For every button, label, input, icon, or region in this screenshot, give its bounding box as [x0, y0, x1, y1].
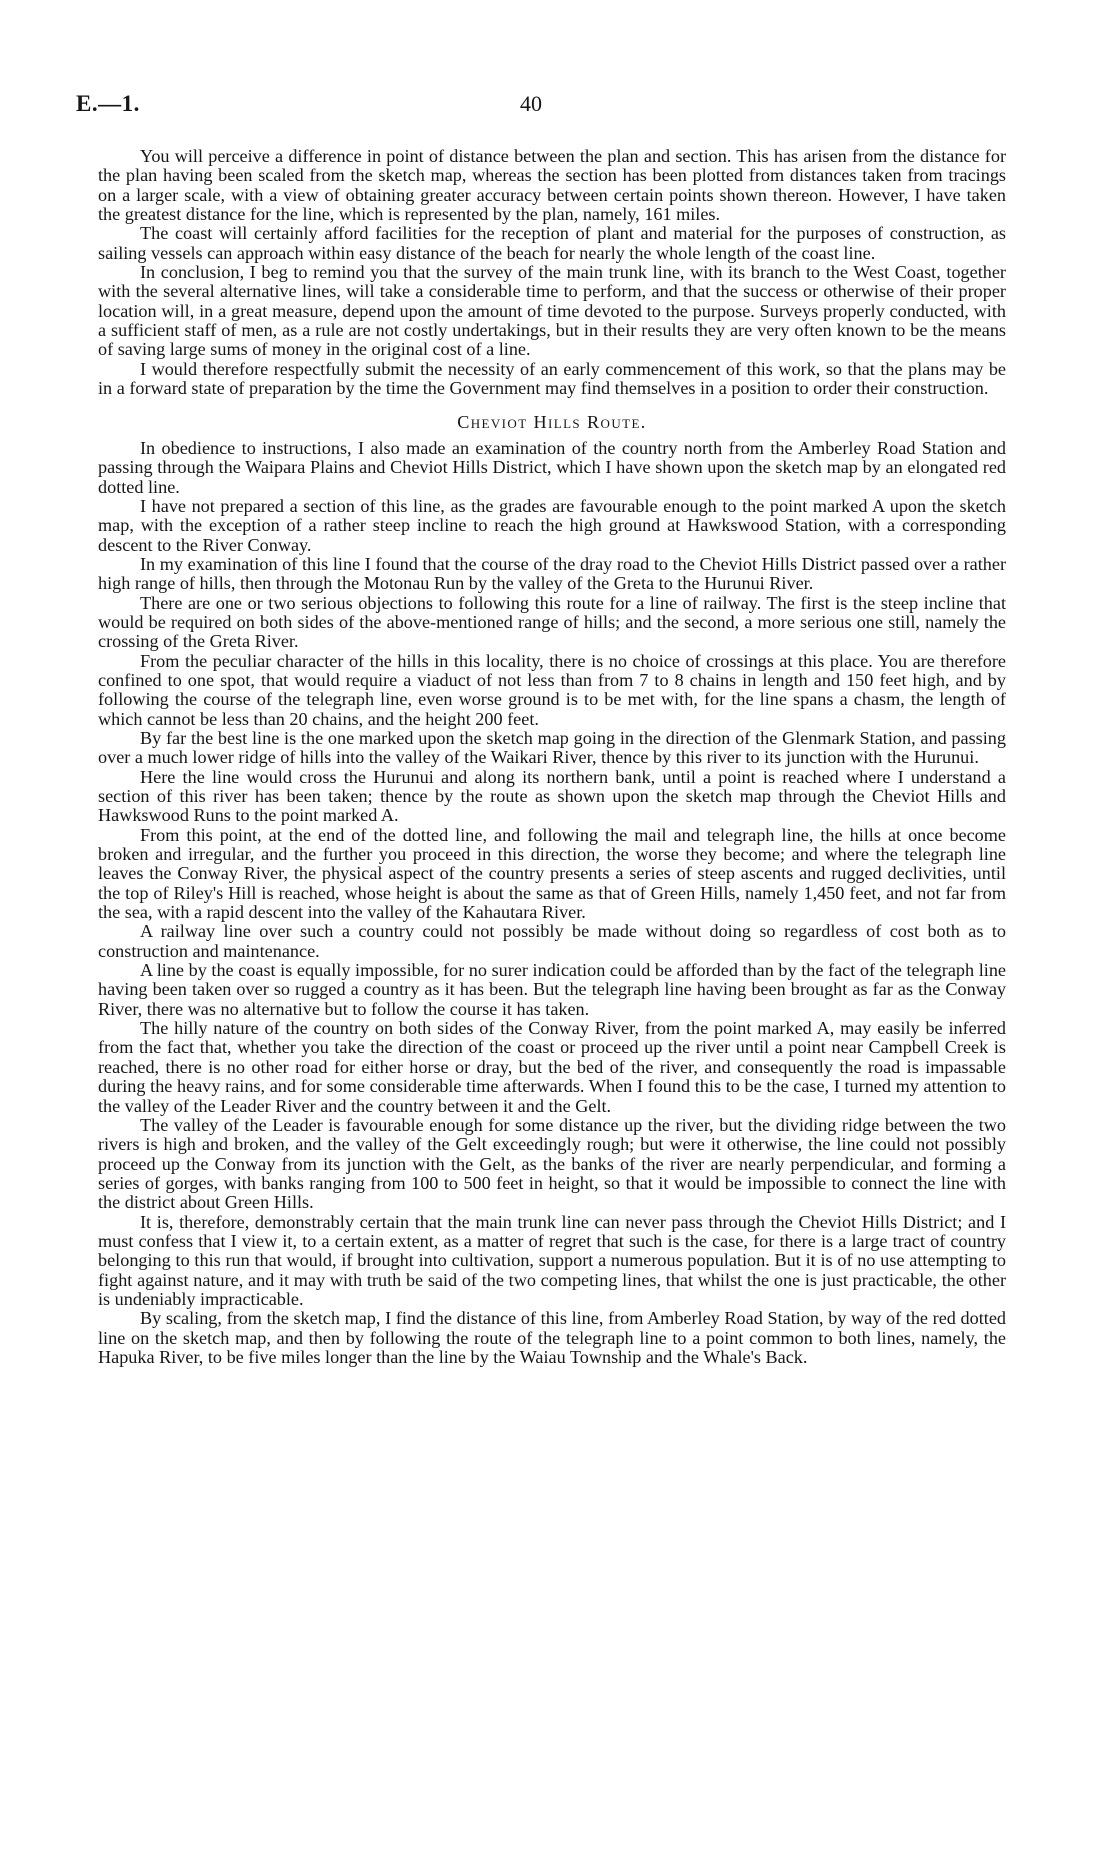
- paragraph: From the peculiar character of the hills in this locality, there is no choice of crossings at this place. You are therefore confined to one spot, that would require a viaduct of not less than from 7 to 8 chains in length and 150 feet high, and by following the course of the telegraph line, even worse ground is to be met with, for the line spans a chasm, the length of which cannot be less than 20 chains, and the height 200 feet.: [98, 650, 1006, 729]
- paragraph: I have not prepared a section of this line, as the grades are favourable enough to the point marked A upon the sketch map, with the exception of a rather steep incline to reach the high ground at Hawkswood Station, with a corresponding descent to the River Conway.: [98, 495, 1006, 555]
- paragraph: The coast will certainly afford facilities for the reception of plant and material for the purposes of construction, as sailing vessels can approach within easy distance of the beach for nearly the whole length of the coast line.: [98, 223, 1006, 263]
- paragraph: A line by the coast is equally impossible, for no surer indication could be afforded than by the fact of the telegraph line having been taken over so rugged a country as it has been. But the telegraph line having been brought as far as the Conway River, there was no alternative but to follow the course it has taken.: [98, 960, 1006, 1019]
- paragraph: It is, therefore, demonstrably certain that the main trunk line can never pass through the Cheviot Hills District; and I must confess that I view it, to a certain extent, as a matter of regret that such is the case, for there is a large tract of country belonging to this run that would, if brought into cultivation, support a numerous population. But it is of no use attempting to fight against nature, and it may with truth be said of the two competing lines, that whilst the one is just practicable, the other is undeniably impracticable.: [98, 1211, 1006, 1309]
- section-heading: Cheviot Hills Route.: [457, 412, 647, 433]
- paragraph: The hilly nature of the country on both sides of the Conway River, from the point marked A, may easily be inferred from the fact that, whether you take the direction of the coast or proceed up the river until a point near Campbell Creek is reached, there is no other road for either horse or dray, but the bed of the river, and consequently the road is impassable during the heavy rains, and for some considerable time afterwards. When I found this to be the case, I turned my attention to the valley of the Leader River and the country between it and the Gelt.: [98, 1018, 1006, 1116]
- paragraph: The valley of the Leader is favourable enough for some distance up the river, but the dividing ridge between the two rivers is high and broken, and the valley of the Gelt exceedingly rough; but were it otherwise, the line could not possibly proceed up the Conway from its junction with the Gelt, as the banks of the river are nearly perpendicular, and forming a series of gorges, with banks ranging from 100 to 500 feet in height, so that it would be impossible to connect the line with the district about Green Hills.: [98, 1114, 1006, 1213]
- paragraph: In conclusion, I beg to remind you that the survey of the main trunk line, with its branch to the West Coast, together with the several alternative lines, will take a considerable time to perform, and that the success or otherwise of their proper location will, in a great measure, depend upon the amount of time devoted to the purpose. Surveys properly conducted, with a sufficient staff of men, as a rule are not costly undertakings, but in their results they are very often known to be the means of saving large sums of money in the original cost of a line.: [98, 262, 1006, 360]
- paragraph: There are one or two serious objections to following this route for a line of railway. The first is the steep incline that would be required on both sides of the above-mentioned range of hills; and the second, a more serious one still, namely the crossing of the Greta River.: [98, 592, 1006, 652]
- paragraph: I would therefore respectfully submit the necessity of an early commencement of this work, so that the plans may be in a forward state of preparation by the time the Government may find themselves in a position to order their construction.: [98, 358, 1006, 399]
- document-code: E.—1.: [76, 91, 140, 116]
- paragraph: A railway line over such a country could not possibly be made without doing so regardless of cost both as to construction and maintenance.: [98, 921, 1006, 961]
- paragraph: Here the line would cross the Hurunui and along its northern bank, until a point is reached where I understand a section of this river has been taken; thence by the route as shown upon the sketch map through the Cheviot Hills and Hawkswood Runs to the point marked A.: [98, 766, 1006, 826]
- page-number: 40: [520, 91, 542, 116]
- paragraph: By far the best line is the one marked upon the sketch map going in the direction of the Glenmark Station, and passing over a much lower ridge of hills into the valley of the Waikari River, thence by this river to its junction with the Hurunui.: [98, 727, 1006, 768]
- paragraph: In obedience to instructions, I also made an examination of the country north from the Amberley Road Station and passing through the Waipara Plains and Cheviot Hills District, which I have shown upon the sketch map by an elongated red dotted line.: [98, 437, 1006, 497]
- paragraph: By scaling, from the sketch map, I find the distance of this line, from Amberley Road Station, by way of the red dotted line on the sketch map, and then by following the route of the telegraph line to a point common to both lines, namely, the Hapuka River, to be five miles longer than the line by the Waiau Township and the Whale's Back.: [98, 1308, 1006, 1367]
- body-text: [98, 147, 1006, 1367]
- paragraph: From this point, at the end of the dotted line, and following the mail and telegraph line, the hills at once become broken and irregular, and the further you proceed in this direction, the worse they become; and where the telegraph line leaves the Conway River, the physical aspect of the country presents a series of steep ascents and rugged declivities, until the top of Riley's Hill is reached, whose height is about the same as that of Green Hills, namely 1,450 feet, and not far from the sea, with a rapid descent into the valley of the Kahautara River.: [98, 824, 1006, 923]
- paragraph: In my examination of this line I found that the course of the dray road to the Cheviot Hills District passed over a rather high range of hills, then through the Motonau Run by the valley of the Greta to the Hurunui River.: [98, 553, 1006, 594]
- paragraph: You will perceive a difference in point of distance between the plan and section. This has arisen from the distance for the plan having been scaled from the sketch map, whereas the section has been plotted from distances taken from tracings on a larger scale, with a view of obtaining greater accuracy between certain points shown thereon. However, I have taken the greatest distance for the line, which is represented by the plan, namely, 161 miles.: [98, 146, 1006, 225]
